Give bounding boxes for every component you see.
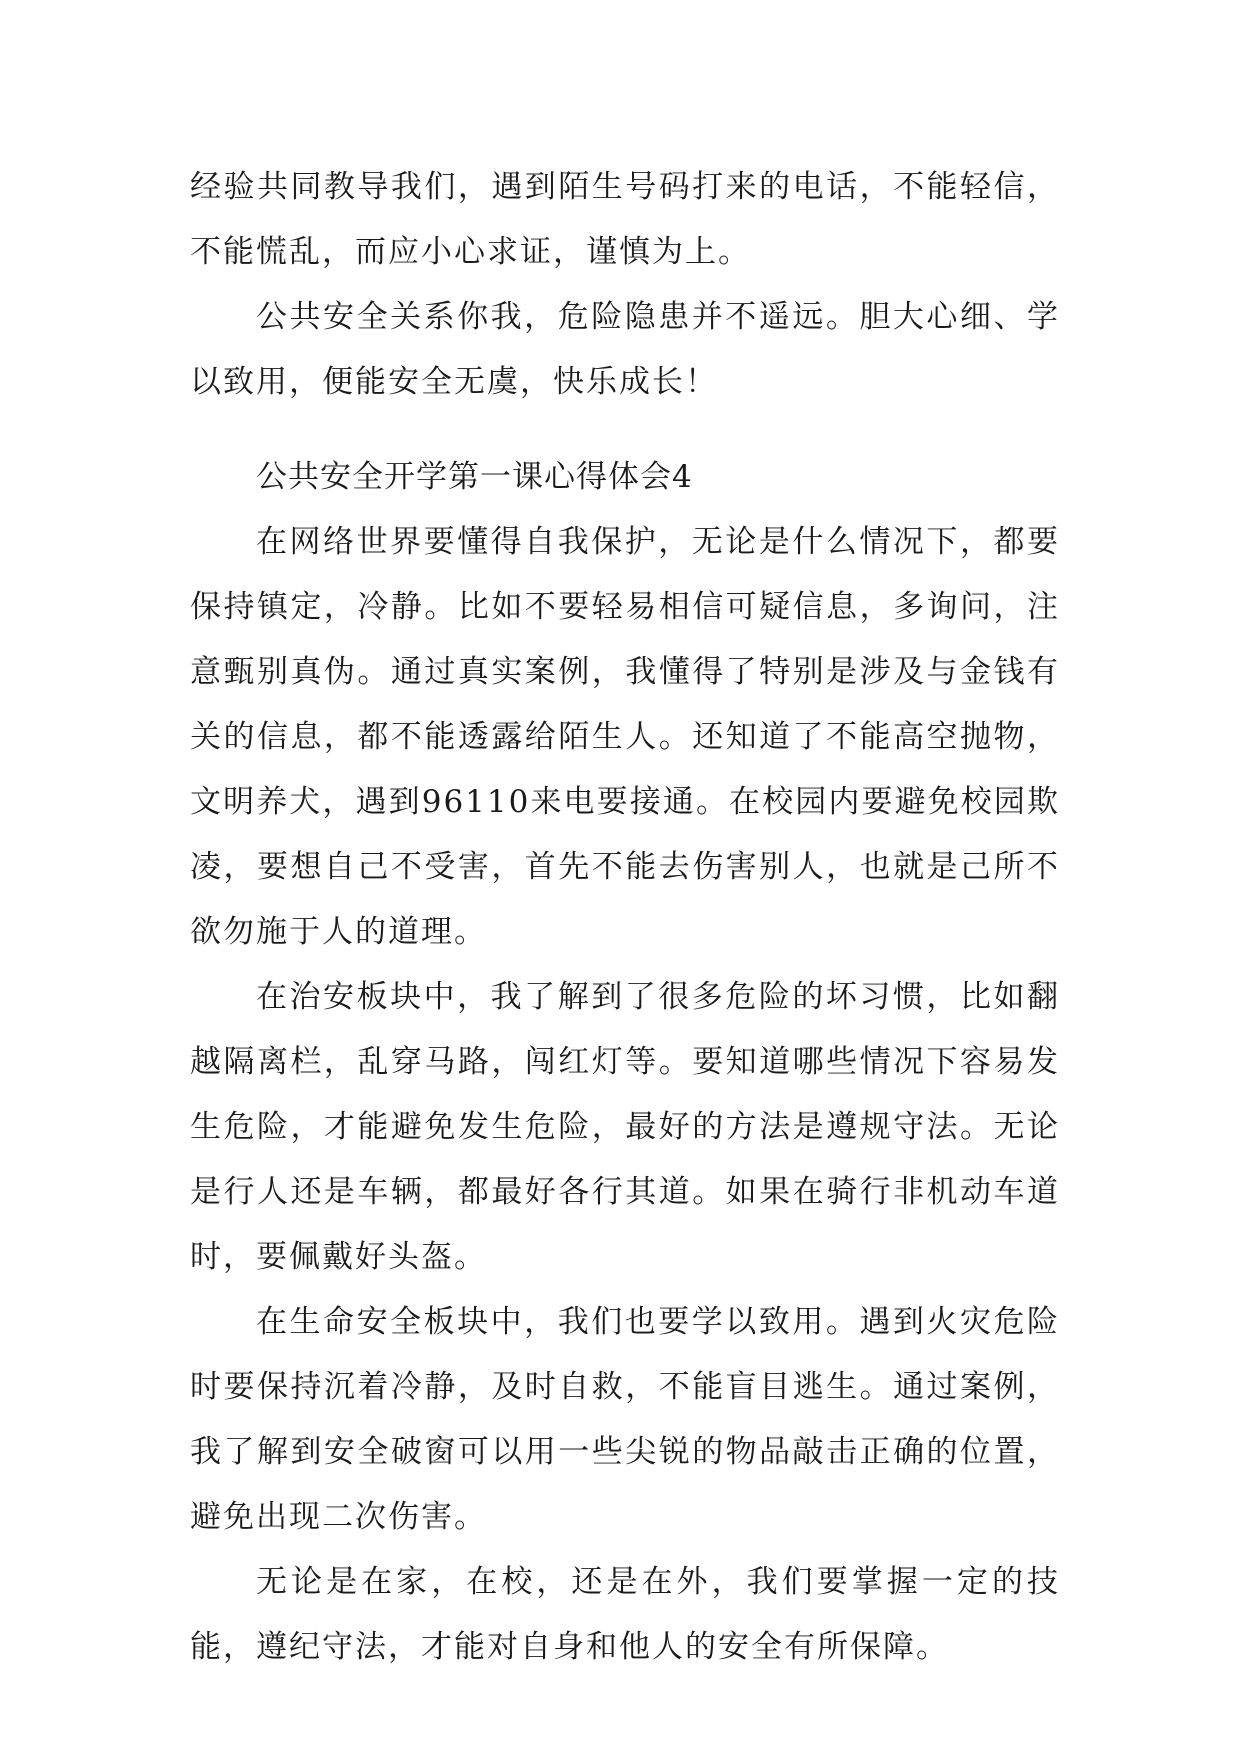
paragraph-conclusion: 公共安全关系你我，危险隐患并不遥远。胆大心细、学以致用，便能安全无虞，快乐成长！	[190, 299, 1060, 400]
paragraph-life-safety: 在生命安全板块中，我们也要学以致用。遇到火灾危险时要保持沉着冷静，及时自救，不能盲目逃生。通过案例，我了解到安全破窗可以用一些尖锐的物品敲击正确的位置，避免出现二次伤害。	[190, 1304, 1060, 1535]
paragraph-network-safety: 在网络世界要懂得自我保护，无论是什么情况下，都要保持镇定，冷静。比如不要轻易相信可疑信息，多询问，注意甄别真伪。通过真实案例，我懂得了特别是涉及与金钱有关的信息，都不能透露给陌生人。还知道了不能高空抛物，文明养犬，遇到96110来电要接通。在校园内要避免校园欺凌，要想自己不受害，首先不能去伤害别人，也就是己所不欲勿施于人的道理。	[190, 524, 1060, 950]
paragraph-summary: 无论是在家，在校，还是在外，我们要掌握一定的技能，遵纪守法，才能对自身和他人的安全有所保障。	[190, 1564, 1060, 1665]
section-experience-4	[190, 445, 1060, 1680]
paragraph-public-order: 在治安板块中，我了解到了很多危险的坏习惯，比如翻越隔离栏，乱穿马路，闯红灯等。要知道哪些情况下容易发生危险，才能避免发生危险，最好的方法是遵规守法。无论是行人还是车辆，都最好各行其道。如果在骑行非机动车道时，要佩戴好头盔。	[190, 979, 1060, 1275]
paragraph-continued: 经验共同教导我们，遇到陌生号码打来的电话，不能轻信，不能慌乱，而应小心求证，谨慎为上。	[190, 169, 1060, 270]
section-title: 公共安全开学第一课心得体会4	[256, 459, 693, 495]
section-continued	[190, 155, 1060, 415]
